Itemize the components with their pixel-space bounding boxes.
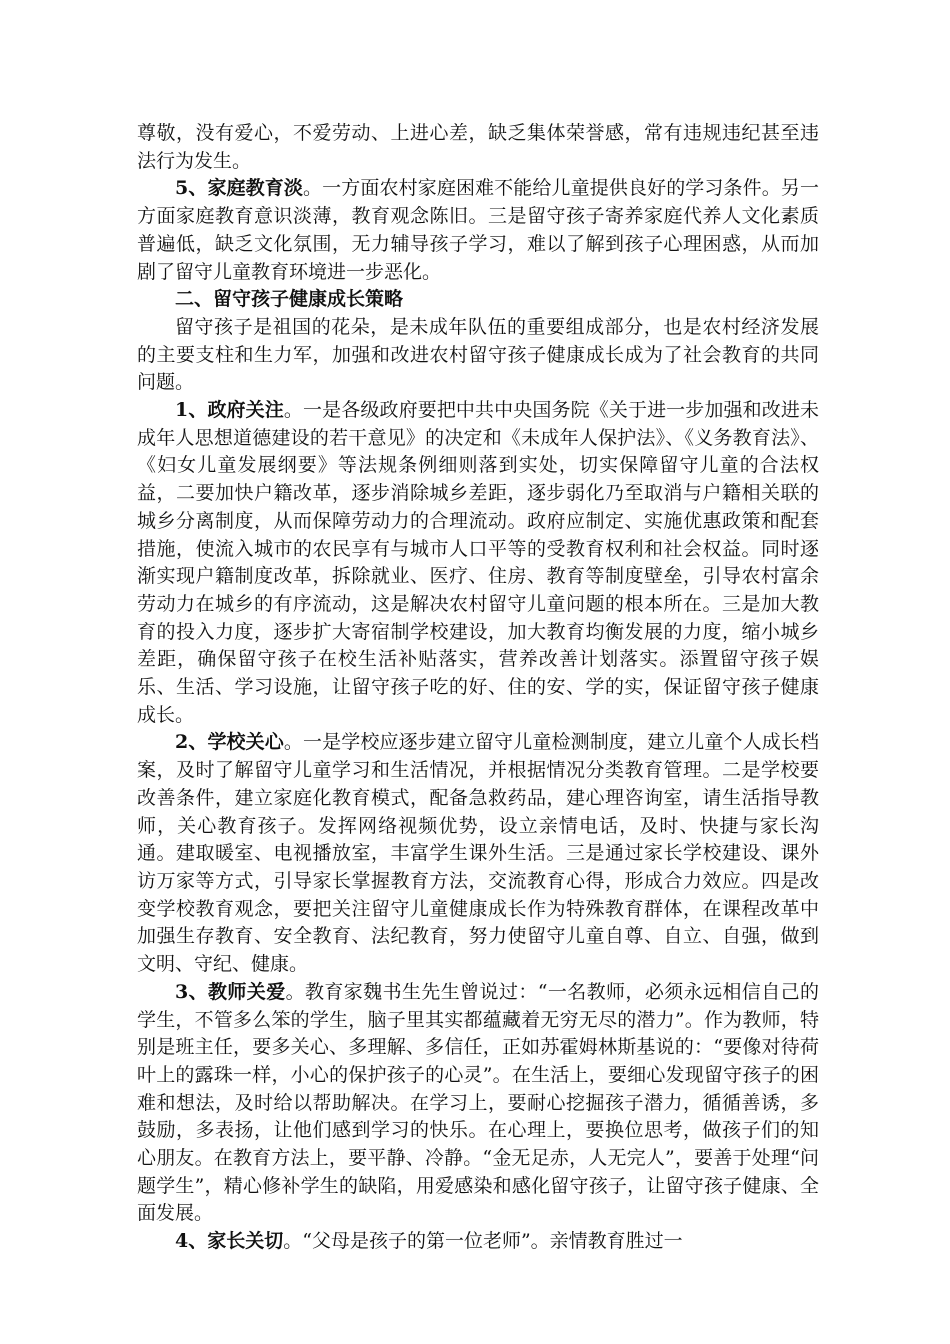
paragraph-lead: 3、教师关爱 — [175, 980, 286, 1003]
paragraph-text: 。“父母是孩子的第一位老师”。亲情教育胜过一 — [283, 1230, 683, 1253]
paragraph-text: 尊敬，没有爱心，不爱劳动、上进心差，缺乏集体荣誉感，常有违规违纪甚至违法行为发生。 — [137, 122, 819, 172]
paragraph-lead: 2、学校关心 — [175, 731, 284, 754]
paragraph-continuation — [137, 120, 819, 175]
paragraph-school — [137, 729, 819, 978]
paragraph-family-education — [137, 175, 819, 286]
paragraph-text: 。一是各级政府要把中共中央国务院《关于进一步加强和改进未成年人思想道德建设的若干意见》的决定和《未成年人保护法》、《义务教育法》、《妇女儿童发展纲要》等法规条例细则落到实处，切实保障留守儿童的合法权益，二要加快户籍改革，逐步消除城乡差距，逐步弱化乃至取消与户籍相关联的城乡分离制度，从而保障劳动力的合理流动。政府应制定、实施优惠政策和配套措施，使流入城市的农民享有与城市人口平等的受教育权利和社会权益。同时逐渐实现户籍制度改革，拆除就业、医疗、住房、教育等制度壁垒，引导农村富余劳动力在城乡的有序流动，这是解决农村留守儿童问题的根本所在。三是加大教育的投入力度，逐步扩大寄宿制学校建设，加大教育均衡发展的力度，缩小城乡差距，确保留守孩子在校生活补贴落实，营养改善计划落实。添置留守孩子娱乐、生活、学习设施，让留守孩子吃的好、住的安、学的实，保证留守孩子健康成长。 — [137, 399, 819, 726]
paragraph-parents — [137, 1228, 819, 1256]
paragraph-intro — [137, 314, 819, 397]
paragraph-text: 。一方面农村家庭困难不能给儿童提供良好的学习条件。另一方面家庭教育意识淡薄，教育观念陈旧。三是留守孩子寄养家庭代养人文化素质普遍低，缺乏文化氛围，无力辅导孩子学习，难以了解到孩子心理困惑，从而加剧了留守儿童教育环境进一步恶化。 — [137, 177, 819, 283]
section-heading: 二、留守孩子健康成长策略 — [175, 288, 404, 311]
document-page — [137, 120, 819, 1256]
paragraph-government — [137, 397, 819, 729]
paragraph-lead: 1、政府关注 — [175, 399, 284, 422]
paragraph-teacher — [137, 979, 819, 1228]
paragraph-lead: 4、家长关切 — [175, 1230, 284, 1253]
paragraph-text: 。一是学校应逐步建立留守儿童检测制度，建立儿童个人成长档案，及时了解留守儿童学习和生活情况，并根据情况分类教育管理。二是学校要改善条件，建立家庭化教育模式，配备急救药品，建心理咨询室，请生活指导教师，关心教育孩子。发挥网络视频优势，设立亲情电话，及时、快捷与家长沟通。建取暖室、电视播放室，丰富学生课外生活。三是通过家长学校建设、课外访万家等方式，引导家长掌握教育方法，交流教育心得，形成合力效应。四是改变学校教育观念，要把关注留守儿童健康成长作为特殊教育群体，在课程改革中加强生存教育、安全教育、法纪教育，努力使留守儿童自尊、自立、自强，做到文明、守纪、健康。 — [137, 731, 819, 976]
paragraph-text: 留守孩子是祖国的花朵，是未成年队伍的重要组成部分，也是农村经济发展的主要支柱和生力军，加强和改进农村留守孩子健康成长成为了社会教育的共同问题。 — [137, 315, 819, 394]
paragraph-text: 。教育家魏书生先生曾说过：“一名教师，必须永远相信自己的学生，不管多么笨的学生，脑子里其实都蕴藏着无穷无尽的潜力”。作为教师，特别是班主任，要多关心、多理解、多信任，正如苏霍姆林斯基说的：“要像对待荷叶上的露珠一样，小心的保护孩子的心灵”。在生活上，要细心发现留守孩子的困难和想法，及时给以帮助解决。在学习上，要耐心挖掘孩子潜力，循循善诱，多鼓励，多表扬，让他们感到学习的快乐。在心理上，要换位思考，做孩子们的知心朋友。在教育方法上，要平静、冷静。“金无足赤，人无完人”，要善于处理“问题学生”，精心修补学生的缺陷，用爱感染和感化留守孩子，让留守孩子健康、全面发展。 — [137, 980, 819, 1225]
paragraph-lead: 5、家庭教育淡 — [175, 177, 304, 200]
